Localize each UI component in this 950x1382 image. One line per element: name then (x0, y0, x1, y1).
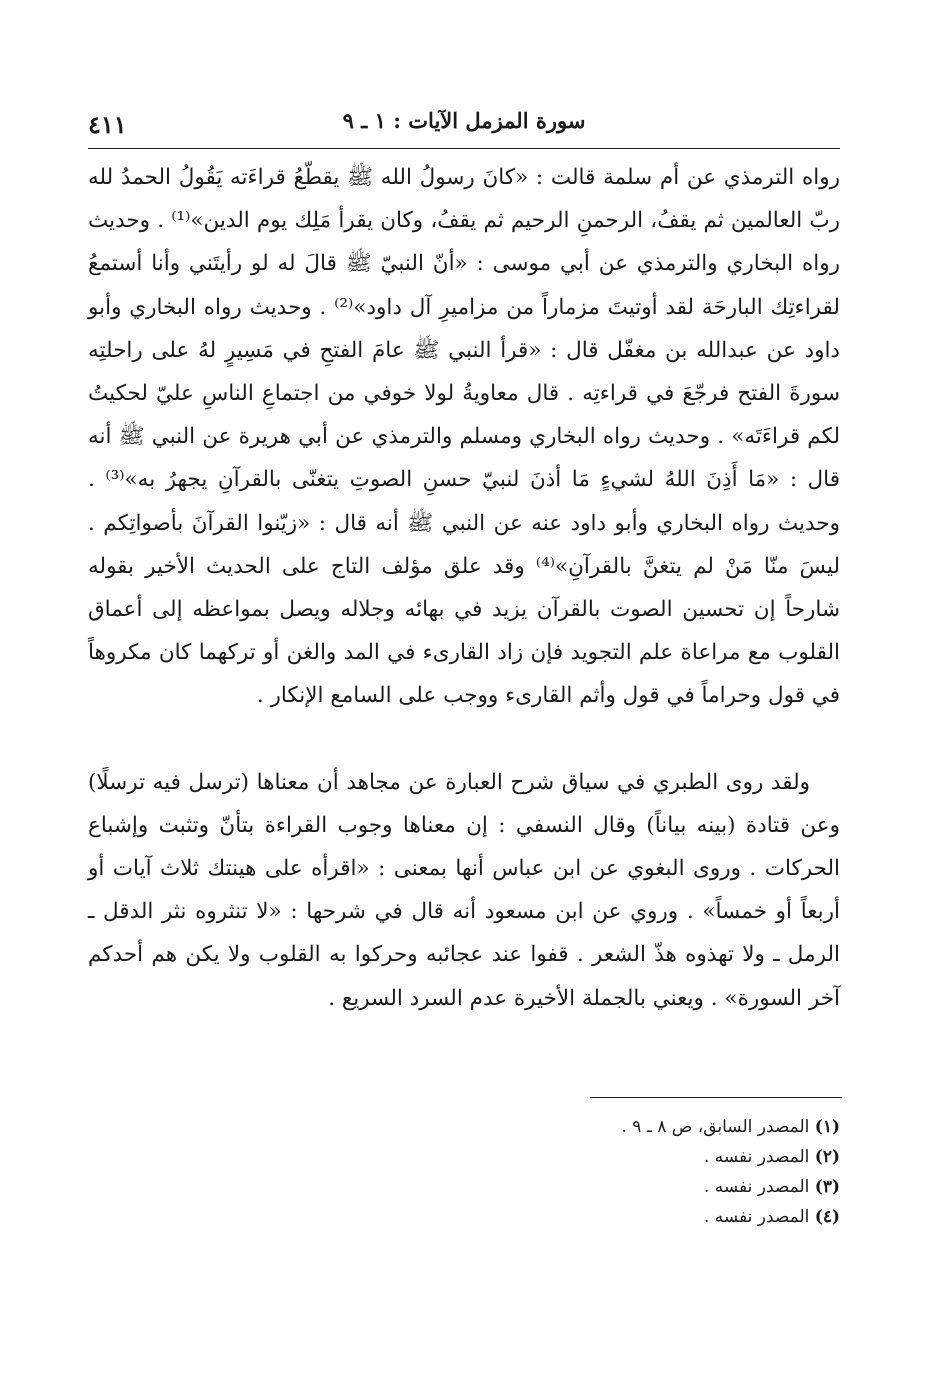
running-header (88, 108, 840, 148)
footnote-text: المصدر نفسه . (703, 1177, 810, 1197)
footnote-number: (٣) (814, 1177, 840, 1197)
footnotes (88, 1112, 840, 1232)
header-title: سورة المزمل الآيات : ١ ـ ٩ (342, 108, 586, 133)
paragraph-2: ولقد روى الطبري في سياق شرح العبارة عن مجاهد أن معناها (ترسل فيه ترسلًا) وعن قتادة (بينه بياناً) وقال النسفي : إن معناها وجوب القراءة بتأنّ وتثبت وإشباع الحركات . وروى البغوي عن ابن عباس أنها بمعنى : «اقرأه على هينتك ثلاث آيات أو أربعاً أو خمساً» . وروي عن ابن مسعود أنه قال في شرحها : «لا تنثروه نثر الدقل ـ الرمل ـ ولا تهذوه هذّ الشعر . قفوا عند عجائبه وحركوا به القلوب ولا يكن هم أحدكم آخر السورة» . ويعني بالجملة الأخيرة عدم السرد السريع . (88, 769, 840, 1011)
footnote-4 (88, 1202, 840, 1232)
footnote-separator (590, 1097, 842, 1098)
page-number: ٤١١ (88, 110, 127, 139)
footnote-number: (٢) (814, 1147, 840, 1167)
paragraph-1: رواه الترمذي عن أم سلمة قالت : «كانَ رسولُ الله ﷺ يقطّعُ قراءَته يَقُولُ الحمدُ لله ربّ العالمين ثم يقفُ، الرحمنِ الرحيم ثم يقفُ، وكان يقرأ مَلِك يوم الدين»⁽¹⁾ . وحديث رواه البخاري والترمذي عن أبي موسى : «أنّ النبيّ ﷺ قالَ له لو رأيتَني وأنا أستمعُ لقراءتِك البارحَة لقد أوتيتَ مزماراً من مزاميرِ آل داود»⁽²⁾ . وحديث رواه البخاري وأبو داود عن عبدالله بن مغفّل قال : «قرأ النبي ﷺ عامَ الفتحِ في مَسِيرٍ لهُ على راحلتِه سورةَ الفتح فرجّعَ في قراءتِه . قال معاويةُ لولا خوفي من اجتماعِ الناسِ عليّ لحكيتُ لكم قراءَتَه» . وحديث رواه البخاري ومسلم والترمذي عن أبي هريرة عن النبي ﷺ أنه قال : «مَا أَذِنَ اللهُ لشيءٍ مَا أذنَ لنبيّ حسنِ الصوتِ يتغنّى بالقرآنِ يجهرُ به»⁽³⁾ . وحديث رواه البخاري وأبو داود عنه عن النبي ﷺ أنه قال : «زيّنوا القرآنَ بأصواتِكم . ليسَ منّا مَنْ لم يتغنَّ بالقرآنِ»⁽⁴⁾ وقد علق مؤلف التاج على الحديث الأخير بقوله شارحاً إن تحسين الصوت بالقرآن يزيد في بهائه وجلاله ويصل بمواعظه إلى أعماق القلوب مع مراعاة علم التجويد فإن زاد القارىء في المد والغن أو تركهما كان مكروهاً في قول وحراماً في قول وأثم القارىء ووجب على السامع الإنكار . (88, 165, 841, 709)
header-rule (88, 148, 840, 149)
footnote-number: (٤) (814, 1207, 840, 1227)
footnote-number: (١) (814, 1117, 840, 1137)
footnote-text: المصدر نفسه . (703, 1207, 810, 1227)
body-text (88, 156, 840, 1020)
footnote-text: المصدر نفسه . (703, 1147, 810, 1167)
footnote-text: المصدر السابق، ص ٨ ـ ٩ . (621, 1117, 810, 1137)
footnote-3 (88, 1172, 840, 1202)
footnote-1 (88, 1112, 840, 1142)
footnote-2 (88, 1142, 840, 1172)
